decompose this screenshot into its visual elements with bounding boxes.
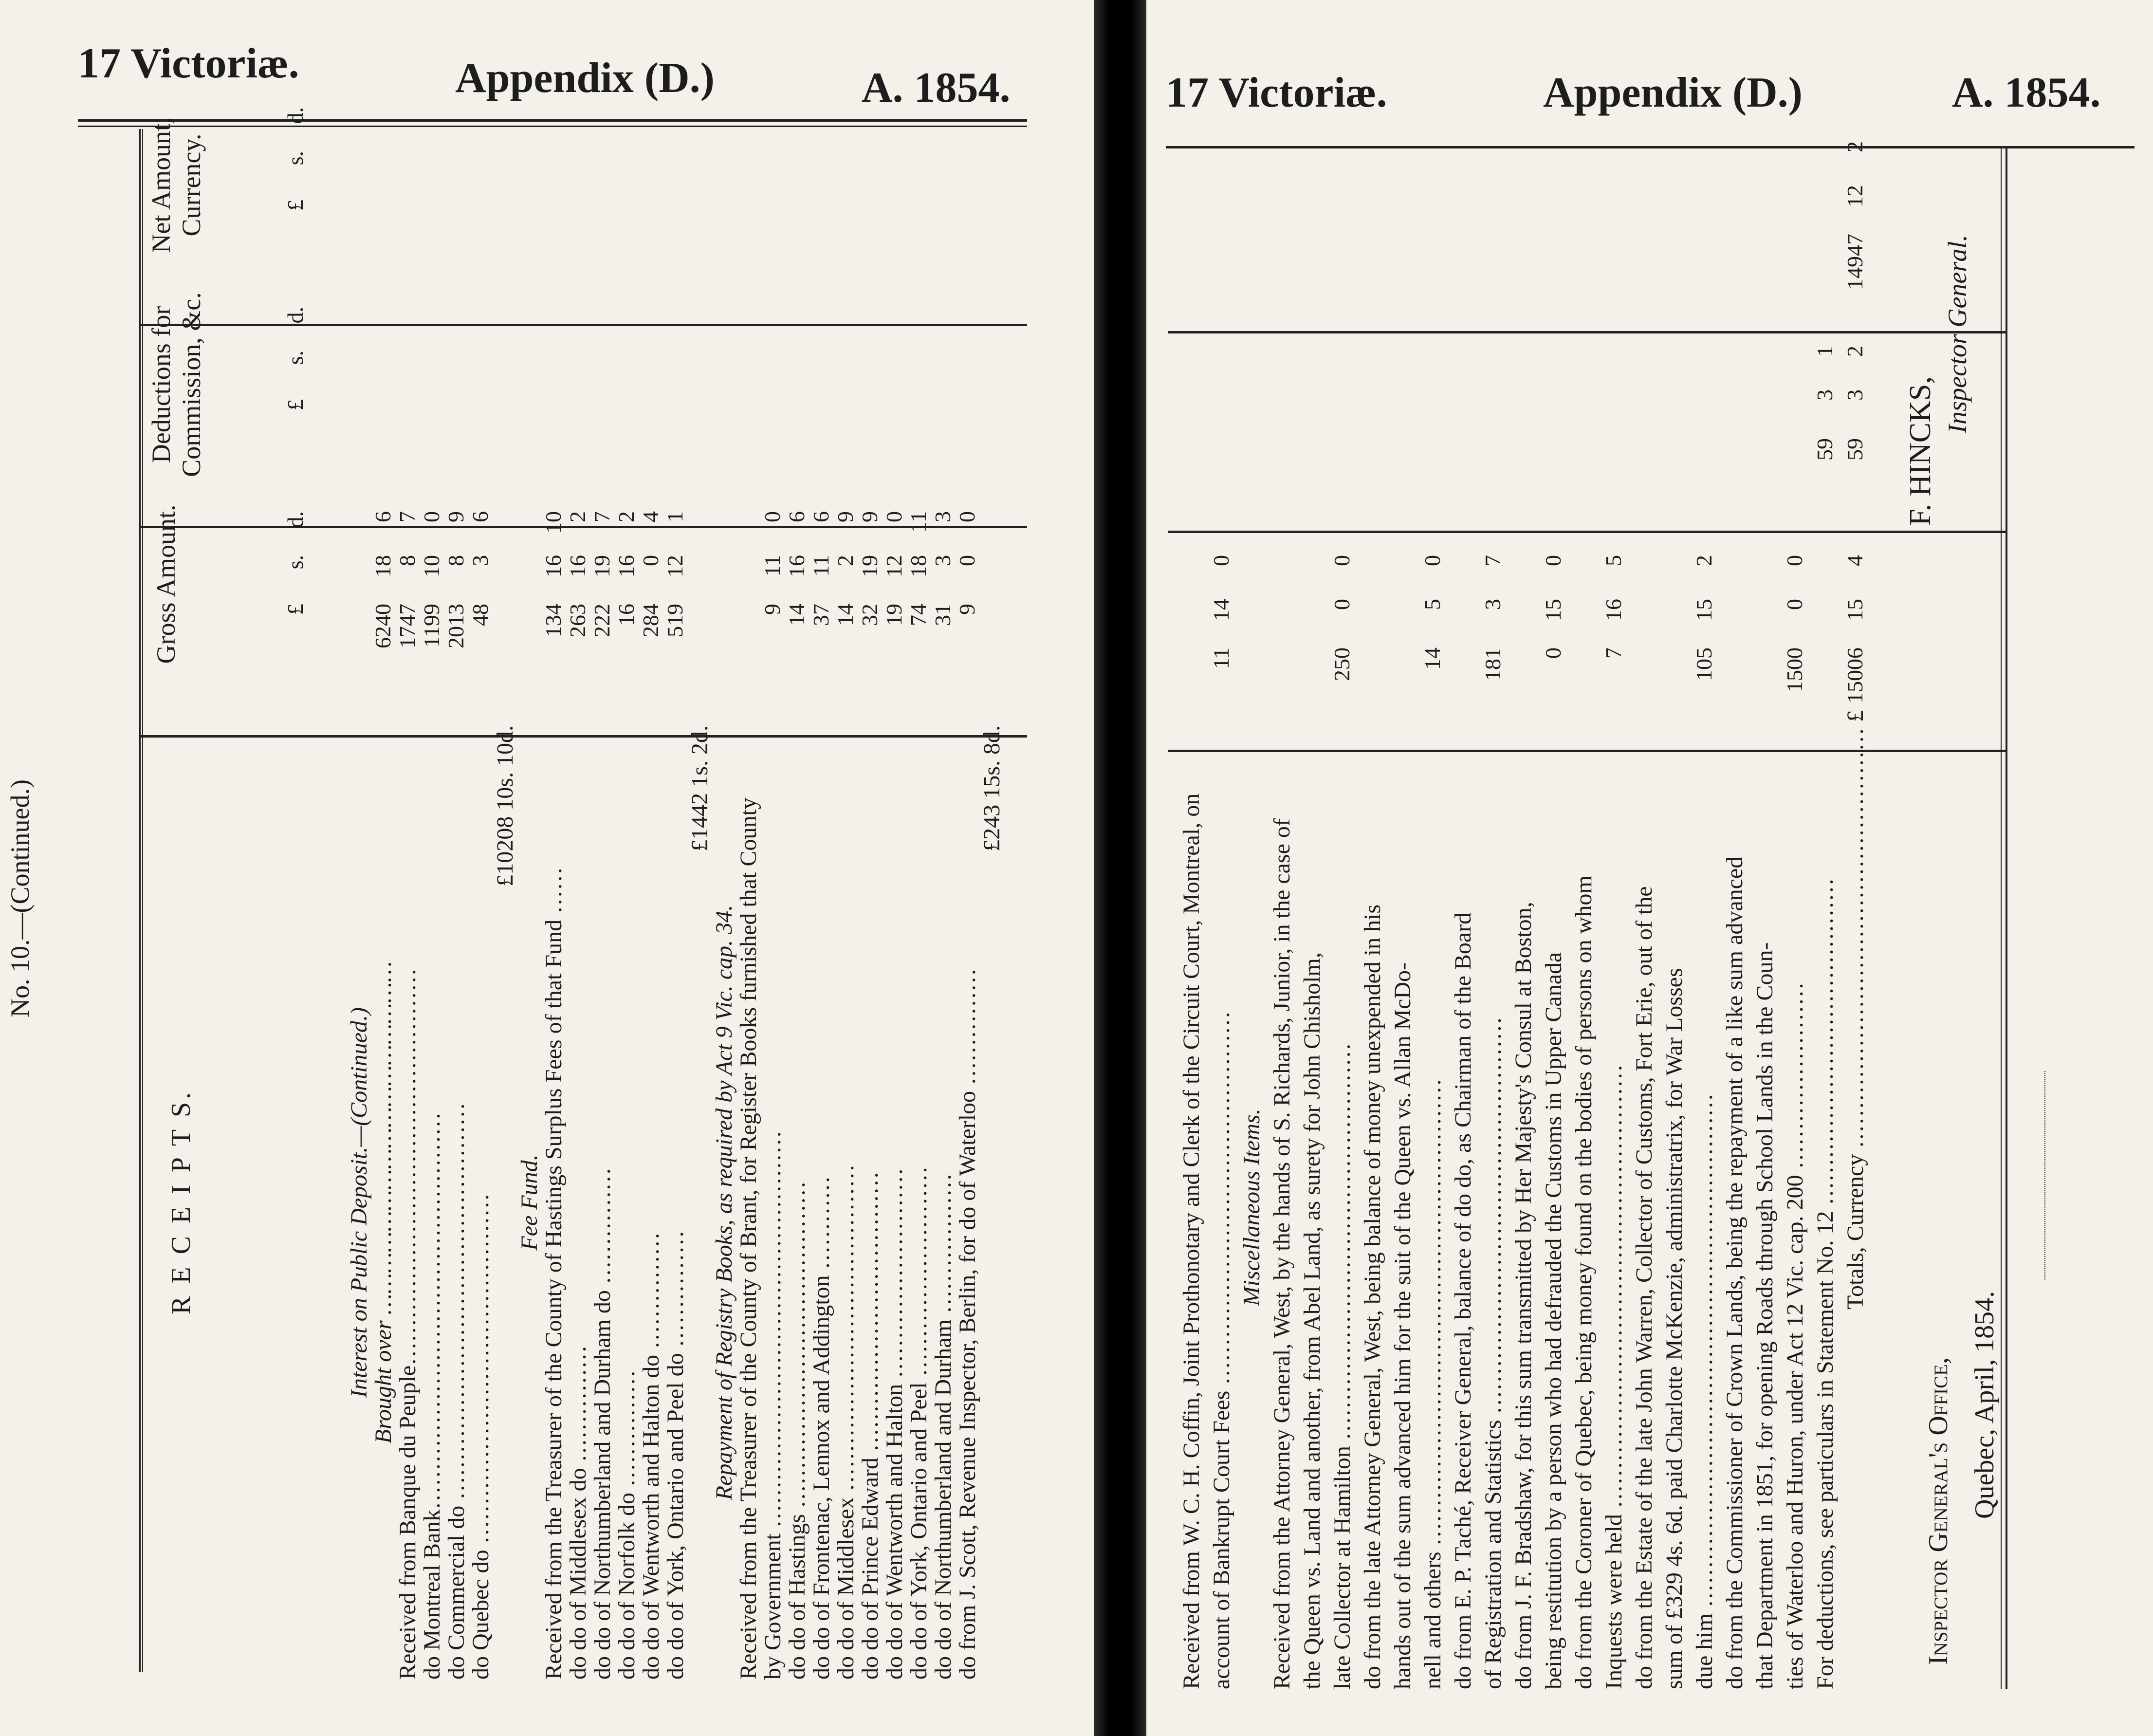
gross-pounds: 14	[784, 604, 809, 626]
row-description: ties of Waterloo and Huron, under Act 12 Vic. cap. 200 ……………………	[1782, 982, 1808, 1689]
row-description: do from J. F. Bradshaw, for this sum transmitted by Her Majesty's Consul at Boston,	[1510, 902, 1536, 1689]
gross-pence: 0	[882, 511, 906, 522]
gross-pounds: 1500	[1782, 647, 1807, 692]
table-row	[1661, 148, 1692, 1689]
gross-pence: 6	[370, 511, 395, 522]
net-shillings: 12	[1842, 185, 1867, 207]
table-row	[1299, 148, 1330, 1689]
unit-label: d.	[283, 107, 308, 124]
ded-shillings: 3	[1842, 389, 1867, 401]
gross-shillings: 8	[395, 555, 420, 566]
table-row	[1751, 148, 1783, 1689]
gross-pounds: 250	[1329, 647, 1354, 681]
row-description: do Quebec do ………………………………………	[468, 1193, 494, 1680]
unit-label: d.	[283, 307, 308, 324]
session-header: 17 Victoriæ.	[78, 40, 299, 87]
gross-pence: 9	[857, 511, 882, 522]
right-rotated-table	[1168, 141, 2006, 1689]
row-description: Received from W. C. H. Coffin, Joint Prothonotary and Clerk of the Circuit Court, Montreal, on	[1178, 793, 1204, 1689]
gross-shillings: 12	[882, 555, 906, 577]
table-row	[1450, 148, 1481, 1689]
gross-pounds: 222	[589, 604, 614, 637]
gross-pence: 6	[809, 511, 833, 522]
year-header-right: A. 1854.	[1952, 69, 2101, 116]
gross-pounds: 134	[541, 604, 566, 637]
row-description: Miscellaneous Items.	[1239, 1108, 1265, 1306]
gross-shillings: 3	[1480, 599, 1505, 610]
row-description: account of Bankrupt Court Fees …………………………………………	[1209, 1011, 1234, 1689]
gross-pounds: 48	[468, 604, 493, 626]
gross-shillings: 0	[955, 555, 979, 566]
row-description: do do of York, Ontario and Peel do ……………	[662, 1230, 688, 1680]
gross-pounds: 7	[1601, 647, 1626, 659]
unit-label: £	[283, 604, 308, 615]
signature-title: Inspector General.	[1943, 235, 1972, 433]
gross-pence: 2	[614, 511, 639, 522]
gross-shillings: 5	[1420, 599, 1445, 610]
gross-pounds: 181	[1480, 647, 1505, 681]
unit-label: £	[283, 200, 308, 211]
row-description: £243 15s. 8d.	[979, 725, 1005, 851]
gross-pounds: 14	[1420, 647, 1445, 670]
gross-pounds: 6240	[370, 604, 395, 648]
table-row	[1178, 148, 1209, 1689]
gross-pence: 4	[1842, 555, 1867, 566]
row-description: Repayment of Registry Books, as required by Act 9 Vic. cap. 34.	[711, 905, 737, 1500]
row-description: do Montreal Bank……………………………………………	[419, 1112, 445, 1680]
row-description: Received from Banque du Peuple……………………………………………	[395, 968, 421, 1680]
row-description: do from E. P. Taché, Receiver General, balance of do do, as Chairman of the Board	[1450, 912, 1476, 1689]
row-description: do do of Wentworth and Halton do ……………	[638, 1232, 664, 1680]
unit-label: £	[283, 399, 308, 410]
row-description: of Registration and Statistics ……………………………………………	[1480, 1016, 1506, 1689]
gross-shillings: 0	[638, 555, 663, 566]
row-description: do from the Coroner of Quebec, being money found on the bodies of persons on whom	[1571, 875, 1597, 1689]
gross-pence: 0	[419, 511, 444, 522]
row-description: do do of Norfolk do ……………	[614, 1370, 640, 1680]
row-description: Interest on Public Deposit.—(Continued.)	[346, 1007, 372, 1398]
gross-pounds: 2013	[443, 604, 468, 648]
row-description: do do of Middlesex do ……………	[565, 1345, 591, 1680]
gross-pence: 3	[930, 511, 955, 522]
table-row	[1601, 148, 1632, 1689]
row-description: late Collector at Hamilton ……………………………………………	[1329, 1043, 1355, 1689]
book-spine	[1094, 0, 1146, 1736]
unit-label: s.	[283, 151, 308, 166]
unit-label: s.	[283, 351, 308, 365]
row-description: £10208 10s. 10d.	[492, 725, 518, 886]
gross-pence: 5	[1601, 555, 1626, 566]
row-description: Received from the Treasurer of the County of Hastings Surplus Fees of that Fund ……	[541, 867, 567, 1680]
row-description: Received from the Treasurer of the County of Brant, for Register Books furnished that County	[736, 797, 761, 1680]
receipts-title: R E C E I P T S.	[166, 1089, 196, 1314]
row-description: £1442 1s. 2d.	[687, 725, 713, 851]
gross-pence: 7	[1480, 555, 1505, 566]
year-header: A. 1854.	[862, 64, 1011, 111]
table-row	[1540, 148, 1571, 1689]
ded-pence: 2	[1842, 346, 1867, 357]
gross-pence: 0	[1420, 555, 1445, 566]
gross-pounds: 15006	[1842, 647, 1867, 703]
office-name: Inspector General's Office,	[1923, 1357, 1953, 1665]
row-description: do do of Wentworth and Halton ………………………	[882, 1167, 907, 1680]
table-row	[1269, 148, 1300, 1689]
header-rule	[78, 119, 1027, 122]
office-date: Quebec, April, 1854.	[1969, 1291, 2000, 1519]
row-description: Totals, Currency ……………………………………………… £	[1842, 710, 1868, 1310]
gross-shillings: 16	[541, 555, 566, 577]
signature-dotted-line	[2044, 1071, 2045, 1280]
row-description: do from J. Scott, Revenue Inspector, Berlin, for do of Waterloo ……………	[955, 968, 980, 1680]
gross-shillings: 18	[370, 555, 395, 577]
gross-pounds: 1747	[395, 604, 420, 648]
right-page	[1146, 0, 2153, 1736]
row-description: Brought over ……………………………………………	[370, 961, 396, 1444]
gross-shillings: 18	[906, 555, 931, 577]
gross-pence: 6	[468, 511, 493, 522]
row-description: the Queen vs. Land and another, from Abel Land, as surety for John Chisholm,	[1299, 952, 1325, 1689]
table-row	[1510, 148, 1541, 1689]
gross-pence: 10	[541, 511, 566, 534]
gross-shillings: 16	[565, 555, 590, 577]
ded-pounds: 59	[1842, 438, 1867, 461]
table-left-border-2	[142, 129, 143, 1672]
gross-shillings: 12	[662, 555, 687, 577]
gross-pence: 0	[955, 511, 979, 522]
gross-shillings: 16	[614, 555, 639, 577]
gross-pounds: 31	[930, 604, 955, 626]
row-description: do from the Commissioner of Crown Lands, being the repayment of a like sum advanced	[1722, 856, 1748, 1689]
gross-pence: 2	[565, 511, 590, 522]
gross-pounds: 0	[1541, 647, 1565, 659]
net-pounds: 14947	[1842, 234, 1867, 290]
row-description: do do of Frontenac, Lennox and Addington …………	[809, 1176, 834, 1680]
table-row	[1721, 148, 1752, 1689]
net-header: Net Amount, Currency.	[147, 117, 206, 253]
row-description: hands out of the sum advanced him for the suit of the Queen vs. Allan McDo-	[1390, 962, 1416, 1689]
net-pence: 2	[1842, 141, 1867, 152]
gross-pence: 0	[1209, 555, 1233, 566]
gross-shillings: 15	[1541, 599, 1565, 621]
table-row	[1570, 148, 1601, 1689]
gross-pence: 9	[833, 511, 858, 522]
gross-pence: 0	[1782, 555, 1807, 566]
gross-shillings: 15	[1692, 599, 1716, 621]
session-header-right: 17 Victoriæ.	[1166, 69, 1387, 116]
gross-shillings: 16	[1601, 599, 1626, 621]
gross-pounds: 19	[882, 604, 906, 626]
table-row	[1389, 148, 1420, 1689]
gross-pounds: 263	[565, 604, 590, 637]
row-description: that Department in 1851, for opening Roads through School Lands in the Coun-	[1752, 942, 1778, 1689]
row-description: Received from the Attorney General, West, by the hands of S. Richards, Junior, in the case of	[1269, 818, 1295, 1689]
gross-shillings: 8	[443, 555, 468, 566]
gross-shillings: 0	[1329, 599, 1354, 610]
gross-pence: 7	[589, 511, 614, 522]
gross-shillings: 16	[784, 555, 809, 577]
row-description: due him …………………………………………………………	[1692, 1093, 1717, 1689]
row-description: sum of £329 4s. 6d. paid Charlotte McKenzie, administratrix, for War Losses	[1661, 968, 1687, 1689]
table-row	[1208, 148, 1239, 1689]
unit-label: d.	[283, 511, 308, 528]
gross-pounds: 284	[638, 604, 663, 637]
gross-shillings: 19	[589, 555, 614, 577]
gross-pounds: 32	[857, 604, 882, 626]
row-description: do do of Prince Edward ………………………………	[857, 1171, 883, 1680]
row-description: For deductions, see particulars in Statement No. 12 ……………………………………	[1812, 878, 1838, 1689]
gross-pounds: 1199	[419, 604, 444, 648]
appendix-header-right: Appendix (D.)	[1543, 69, 1803, 116]
table-row	[1691, 148, 1722, 1689]
table-row	[1359, 148, 1390, 1689]
gross-pounds: 37	[809, 604, 833, 626]
gross-pence: 4	[638, 511, 663, 522]
gross-shillings: 15	[1842, 599, 1867, 621]
row-description: Inquests were held …………………………………………………	[1601, 1064, 1627, 1689]
gross-shillings: 10	[419, 555, 444, 577]
gross-shillings: 2	[833, 555, 858, 566]
gross-pence: 1	[662, 511, 687, 522]
deductions-header: Deductions for Commission, &c.	[147, 292, 206, 477]
row-description: do from the Estate of the late John Warren, Collector of Customs, Fort Erie, out of the	[1631, 886, 1657, 1689]
row-description: do Commercial do ……………………………………………	[443, 1102, 469, 1680]
row-description: do from the late Attorney General, West, being balance of money unexpended in his	[1360, 904, 1385, 1689]
row-description: do do of Middlesex ……………………………………	[833, 1164, 859, 1680]
table-row	[1480, 148, 1511, 1689]
gross-pounds: 9	[760, 604, 785, 615]
gross-pounds: 11	[1209, 647, 1233, 669]
gross-pence: 0	[760, 511, 785, 522]
table-row	[1238, 148, 1270, 1689]
unit-label: s.	[283, 555, 308, 570]
table-row	[1812, 148, 1843, 1689]
gross-pounds: 74	[906, 604, 931, 626]
gross-shillings: 19	[857, 555, 882, 577]
gross-pounds: 105	[1692, 647, 1716, 681]
gross-header: Gross Amount.	[151, 504, 181, 664]
table-row	[978, 146, 1010, 1680]
ded-pounds: 59	[1812, 438, 1837, 461]
ded-pence: 1	[1812, 346, 1837, 357]
gross-shillings: 11	[809, 555, 833, 577]
gross-pence: 6	[784, 511, 809, 522]
table-row	[1329, 148, 1360, 1689]
header-rule-2	[78, 126, 1027, 127]
gross-shillings: 3	[930, 555, 955, 566]
gross-pence: 0	[1541, 555, 1565, 566]
gross-pence: 11	[906, 511, 931, 533]
row-description: Fee Fund.	[516, 1154, 542, 1251]
table-left-border	[139, 129, 141, 1672]
gross-pence: 7	[395, 511, 420, 522]
signature-name: F. HINCKS,	[1904, 376, 1937, 526]
gross-shillings: 11	[760, 555, 785, 577]
row-description: do do of Hastings ……………………………………	[784, 1181, 810, 1680]
row-description: do do of York, Ontario and Peel ………………………	[906, 1166, 932, 1680]
table-row	[1782, 148, 1813, 1689]
gross-shillings: 0	[1782, 599, 1807, 610]
table-row	[1842, 141, 1873, 1689]
gross-pence: 2	[1692, 555, 1716, 566]
gross-pounds: 16	[614, 604, 639, 626]
gross-pounds: 14	[833, 604, 858, 626]
table-row	[1631, 148, 1662, 1689]
row-description: do do of Northumberland and Durham do ……………	[589, 1167, 615, 1680]
ded-shillings: 3	[1812, 389, 1837, 401]
row-description: do do of Northumberland and Durham ………………	[930, 1173, 956, 1680]
row-description: being restitution by a person who had defrauded the Customs in Upper Canada	[1541, 952, 1566, 1689]
table-row	[1419, 148, 1451, 1689]
gross-pounds: 9	[955, 604, 979, 615]
gross-pence: 9	[443, 511, 468, 522]
gross-pounds: 519	[662, 604, 687, 637]
table-right-border	[2006, 148, 2007, 1689]
row-description: nell and others ……………………………………………………	[1420, 1078, 1446, 1689]
gross-pence: 0	[1329, 555, 1354, 566]
gross-shillings: 3	[468, 555, 493, 566]
gross-shillings: 14	[1209, 599, 1233, 621]
row-description: by Government ……………………………………………	[760, 1130, 786, 1680]
statement-title: No. 10.—(Continued.)	[5, 779, 35, 1017]
appendix-header: Appendix (D.)	[455, 55, 715, 102]
